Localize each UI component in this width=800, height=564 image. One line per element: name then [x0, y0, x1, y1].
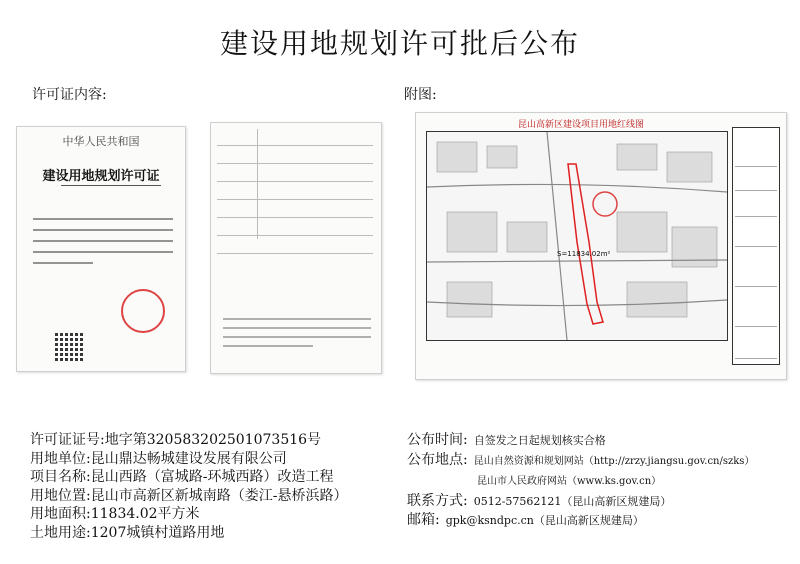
certificate-number-line: [61, 185, 161, 186]
info-row: 公布时间: 自签发之日起规划核实合格: [407, 432, 606, 448]
certificate-header: 中华人民共和国: [62, 135, 140, 148]
info-row: 土地用途:1207城镇村道路用地: [30, 524, 225, 541]
license-info: [30, 431, 347, 542]
info-row: 公布地点: 昆山自然资源和规划网站（http://zrzy.jiangsu.gov.cn/szks）: [407, 451, 755, 468]
map-drawing: [427, 132, 727, 340]
red-boundary: [568, 164, 603, 324]
map-area: [426, 131, 728, 341]
site-map-image: [415, 112, 787, 380]
qr-code-icon: [55, 333, 83, 361]
info-row: 邮箱: gpk@ksndpc.cn（昆山高新区规建局）: [407, 512, 644, 528]
publication-info: [407, 431, 754, 531]
official-seal-icon: [121, 289, 165, 333]
section-label-attachment: 附图:: [404, 87, 437, 103]
certificate-front-image: [16, 126, 186, 372]
info-row: 用地单位:昆山鼎达畅城建设发展有限公司: [30, 450, 287, 467]
info-row: 用地位置:昆山市高新区新城南路（娄江-悬桥浜路）: [30, 487, 348, 504]
info-row: 用地面积:11834.02平方米: [30, 506, 200, 522]
info-row: 项目名称:昆山西路（富城路-环城西路）改造工程: [30, 469, 334, 485]
page-title: 建设用地规划许可批后公布: [219, 27, 580, 60]
info-row: 昆山市人民政府网站（www.ks.gov.cn）: [477, 476, 662, 487]
certificate-title: 建设用地规划许可证: [42, 169, 160, 184]
map-legend: [732, 127, 780, 365]
notice-text: [223, 315, 371, 351]
info-row: 联系方式: 0512-57562121（昆山高新区规建局）: [407, 492, 672, 509]
section-label-license: 许可证内容:: [32, 87, 107, 103]
area-label: S=11834.02m²: [557, 250, 611, 258]
certificate-back-image: [210, 122, 382, 374]
map-title: 昆山高新区建设项目用地红线图: [517, 120, 644, 130]
certificate-body-text: [33, 213, 173, 273]
info-row: 许可证证号:地字第320583202501073516号: [30, 432, 322, 448]
